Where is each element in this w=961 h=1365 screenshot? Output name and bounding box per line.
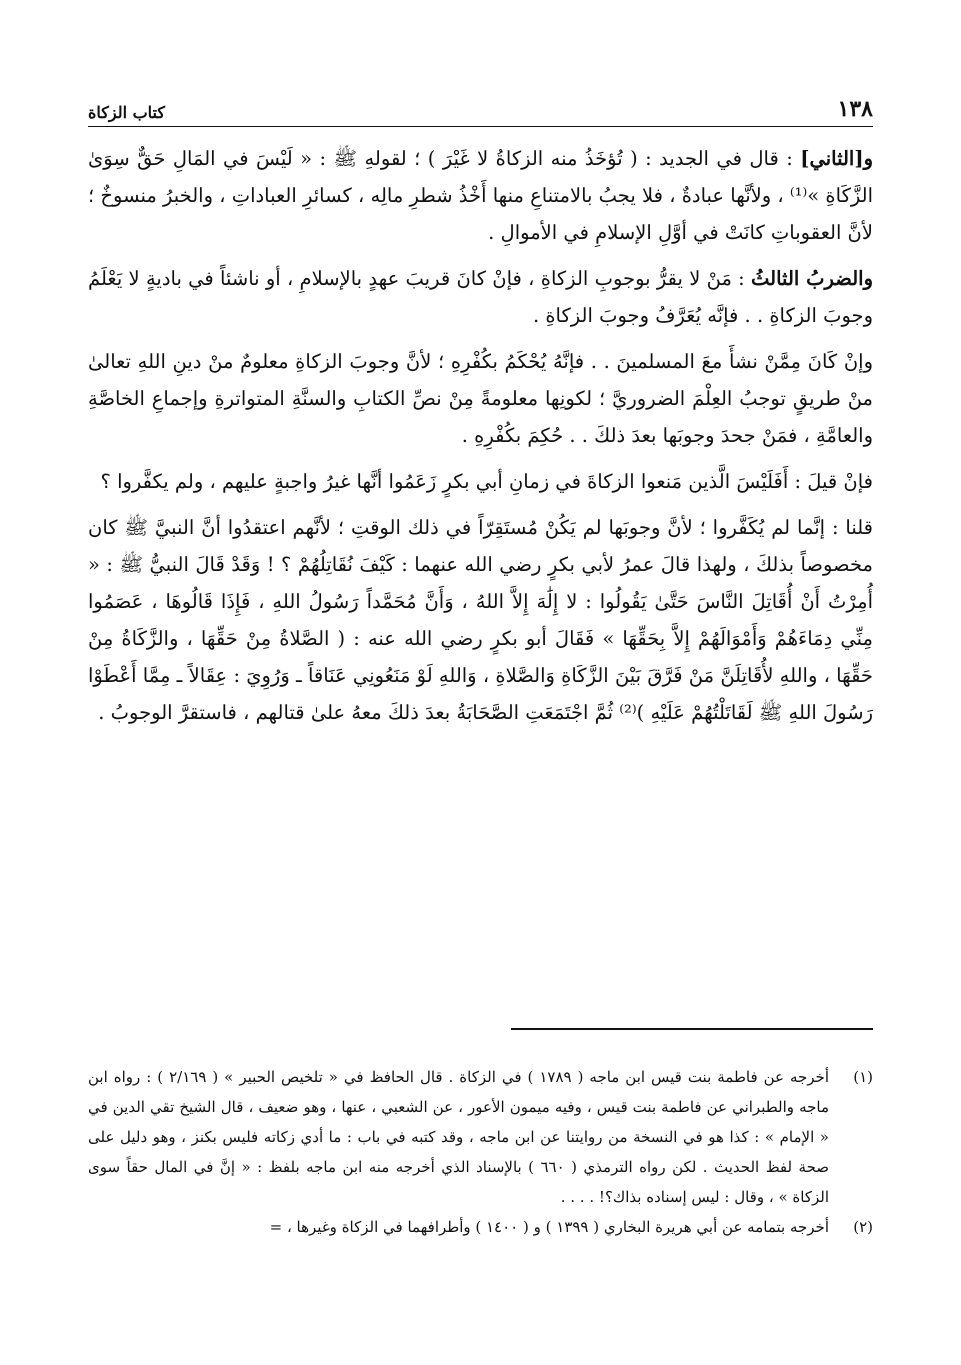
paragraph-objection xyxy=(88,463,873,500)
paragraph-second-opinion xyxy=(88,140,873,251)
page-number: ١٣٨ xyxy=(837,96,873,122)
paragraph-lead: والضربُ الثالثُ xyxy=(751,267,873,290)
footnote-number: (١) xyxy=(853,1068,873,1086)
paragraph-third-type xyxy=(88,260,873,334)
paragraph-text: فإنْ قيلَ : أَفَلَيْسَ الَّذين مَنعوا الزكاةَ في زمانِ أبي بكرٍ زَعَمُوا أنَّها غيرُ واجبةٍ عليهم ، ولم يكفَّروا ؟ xyxy=(100,470,873,493)
footnote-number: (٢) xyxy=(853,1218,873,1236)
footnote-item xyxy=(88,1062,873,1212)
paragraph-text: قلنا : إنَّما لم يُكَفَّروا ؛ لأنَّ وجوبَها لم يَكُنْ مُستَقِرّاً في ذلك الوقتِ ؛ لأنَّهم اعتقدُوا أنَّ النبيَّ ﷺ كان مخصوصاً بذلكَ ، ولهذا قالَ عمرُ لأبي بكرٍ رضي الله عنهما : كَيْفَ نُقَاتِلُهُمْ ؟ ! وَقَدْ قَالَ النبيُّ ﷺ : « أُمِرْتُ أَنْ أُقَاتِلَ النَّاسَ حَتَّىٰ يَقُولُوا : لا إِلَٰهَ إِلاَّ اللهُ ، وَأَنَّ مُحَمَّداً رَسُولُ اللهِ ، فَإِذَا قَالُوهَا ، عَصَمُوا مِنِّي دِمَاءَهُمْ وَأَمْوَالَهُمْ إِلاَّ بِحَقِّهَا » فَقَالَ أبو بكرٍ رضي الله عنه : ( الصَّلاةُ مِنْ حَقِّهَا ، والزَّكَاةُ مِنْ حَقِّهَا ، واللهِ لأُقَاتِلَنَّ مَنْ فَرَّقَ بَيْنَ الزَّكَاةِ وَالصَّلاةِ ، وَاللهِ لَوْ مَنَعُونِي عَنَاقاً ـ وَرُوِيَ : عِقَالاً ـ مِمَّا أَعْطَوْا رَسُولَ اللهِ ﷺ لَقَاتَلْتُهُمْ عَلَيْهِ )⁽²⁾ ثُمَّ اجْتَمَعَتِ الصَّحَابَةُ بعدَ ذلكَ معهُ علىٰ قتالهم ، فاستقرَّ الوجوبُ . xyxy=(88,516,873,724)
paragraph-text: : قال في الجديد : ( تُؤخَذُ منه الزكاةُ لا غَيْرَ ) ؛ لقولهِ ﷺ : « لَيْسَ في المَالِ حَقٌّ سِوَىٰ الزَّكَاةِ »⁽¹⁾ ، ولأنَّها عبادةٌ ، فلا يجبُ بالامتناعِ منها أَخْذُ شطرِ مالِه ، كسائرِ العباداتِ ، والخبرُ منسوخٌ ؛ لأنَّ العقوباتِ كانَتْ في أوَّلِ الإسلامِ في الأموالِ . xyxy=(88,147,873,244)
paragraph-text: وإنْ كَانَ مِمَّنْ نشأَ معَ المسلمينَ . . فإنَّهُ يُحْكَمُ بكُفْرِهِ ؛ لأنَّ وجوبَ الزكاةِ معلومٌ منْ دينِ اللهِ تعالىٰ منْ طريقٍ توجبُ العِلْمَ الضروريَّ ؛ لكونِها معلومةً مِنْ نصِّ الكتابِ والسنَّةِ المتواترةِ وإجماعِ الخاصَّةِ والعامَّةِ ، فمَنْ جحدَ وجوبَها بعدَ ذلكَ . . حُكِمَ بكُفْرِهِ . xyxy=(88,350,873,447)
main-text xyxy=(88,140,873,731)
paragraph-text: : مَنْ لا يقرُّ بوجوبِ الزكاةِ ، فإنْ كانَ قريبَ عهدٍ بالإسلامِ ، أو ناشئاً في باديةٍ لا يَعْلَمُ وجوبَ الزكاةِ . . فإنَّه يُعَرَّفُ وجوبَ الزكاةِ . xyxy=(88,267,873,327)
footnote-text: أخرجه عن فاطمة بنت قيس ابن ماجه ( ١٧٨٩ ) في الزكاة . قال الحافظ في « تلخيص الحبير » ( ٢/١٦٩ ) : رواه ابن ماجه والطبراني عن فاطمة بنت قيس ، وفيه ميمون الأعور ، عن الشعبي ، عنها ، وهو ضعيف ، قال الشيخ تقي الدين في « الإمام » : كذا هو في النسخة من روايتنا عن ابن ماجه ، وقد كتبه في باب : ما أدي زكاته فليس بكنز ، وهو دليل على صحة لفظ الحديث . لكن رواه الترمذي ( ٦٦٠ ) بالإسناد الذي أخرجه منه ابن ماجه بلفظ : « إنَّ في المال حقاً سوى الزكاة » ، وقال : ليس إسناده بذاك؟! . . . . xyxy=(88,1068,830,1206)
running-title: كتاب الزكاة xyxy=(88,103,165,122)
footnote-separator xyxy=(511,1028,873,1030)
footnote-text: أخرجه بتمامه عن أبي هريرة البخاري ( ١٣٩٩ ) و ( ١٤٠٠ ) وأطرافهما في الزكاة وغيرها ، = xyxy=(269,1218,829,1236)
book-page xyxy=(88,0,873,1365)
footnotes xyxy=(88,1062,873,1242)
paragraph-denial-ruling xyxy=(88,343,873,454)
paragraph-response xyxy=(88,509,873,731)
footnote-item xyxy=(88,1212,873,1242)
paragraph-lead: و[الثاني] xyxy=(800,147,873,170)
page-header xyxy=(88,88,873,127)
